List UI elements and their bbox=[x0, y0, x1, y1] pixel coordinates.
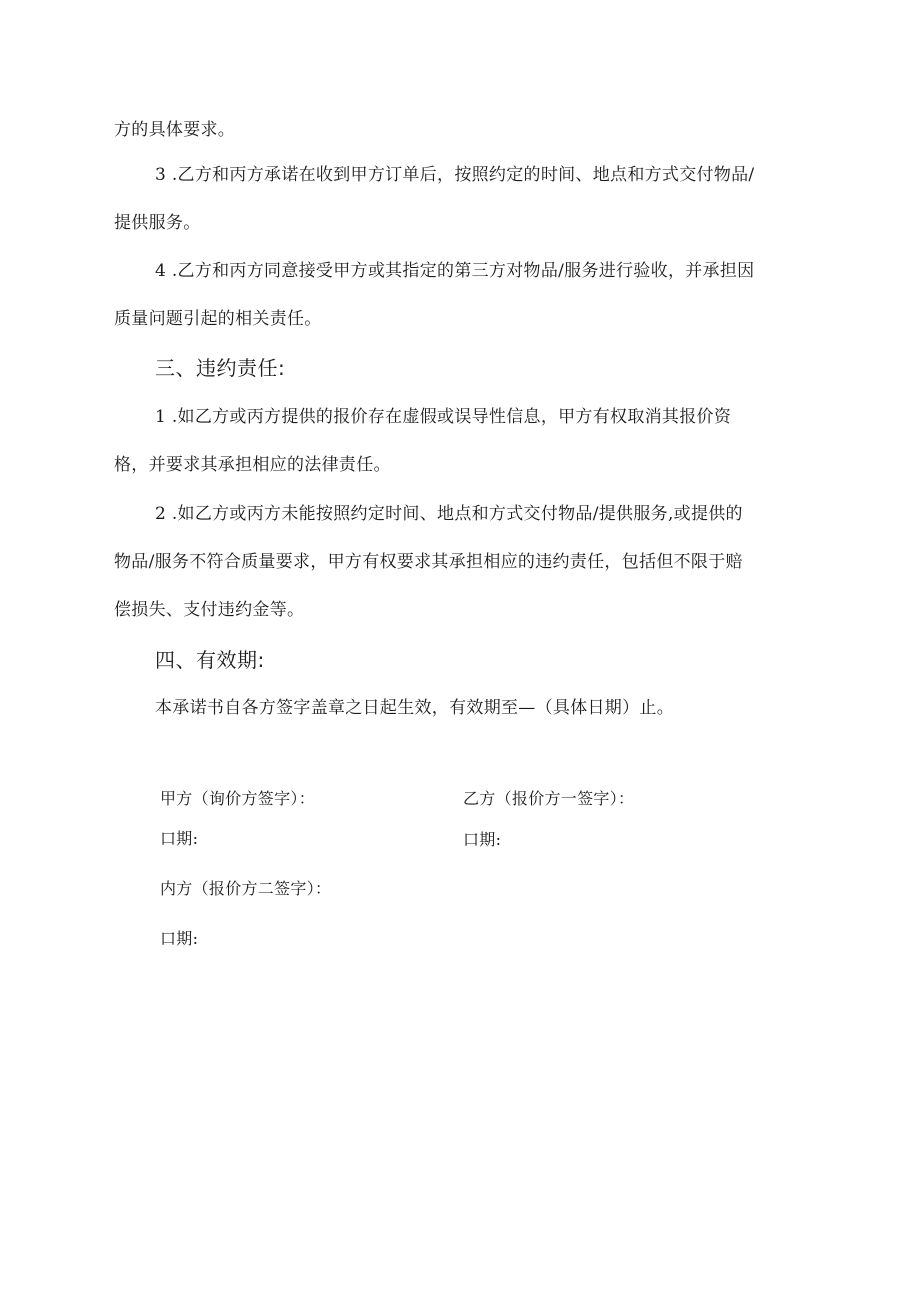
party-c-date-label: 口期: bbox=[160, 929, 199, 948]
item-4-line-1: 4 .乙方和丙方同意接受甲方或其指定的第三方对物品/服务进行验收，并承担因 bbox=[155, 261, 755, 281]
section-3-item-1-line-1: 1 .如乙方或丙方提供的报价存在虚假或误导性信息，甲方有权取消其报价资 bbox=[155, 407, 732, 427]
paragraph-line: 方的具体要求。 bbox=[114, 120, 236, 140]
item-3-line-1: 3 .乙方和丙方承诺在收到甲方订单后，按照约定的时间、地点和方式交付物品/ bbox=[155, 165, 755, 185]
section-3-heading: 三、违约责任: bbox=[155, 356, 286, 380]
party-a-signature-label: 甲方（询价方签字）： bbox=[160, 789, 316, 808]
section-4-heading: 四、有效期: bbox=[155, 648, 265, 672]
party-a-date-label: 口期: bbox=[160, 829, 199, 848]
party-b-date-label: 口期: bbox=[463, 830, 502, 849]
section-4-text: 本承诺书自各方签字盖章之日起生效，有效期至—（具体日期）止。 bbox=[155, 698, 674, 718]
section-3-item-2-line-3: 偿损失、支付违约金等。 bbox=[114, 600, 305, 620]
section-3-item-2-line-1: 2 .如乙方或丙方未能按照约定时间、地点和方式交付物品/提供服务,或提供的 bbox=[155, 504, 743, 524]
item-4-line-2: 质量问题引起的相关责任。 bbox=[114, 309, 322, 329]
party-b-signature-label: 乙方（报价方一签字）： bbox=[463, 789, 635, 808]
section-3-item-1-line-2: 格，并要求其承担相应的法律责任。 bbox=[114, 455, 391, 475]
item-3-line-2: 提供服务。 bbox=[114, 213, 201, 233]
party-c-signature-label: 内方（报价方二签字）： bbox=[160, 879, 332, 898]
section-3-item-2-line-2: 物品/服务不符合质量要求，甲方有权要求其承担相应的违约责任，包括但不限于赔 bbox=[114, 552, 743, 572]
